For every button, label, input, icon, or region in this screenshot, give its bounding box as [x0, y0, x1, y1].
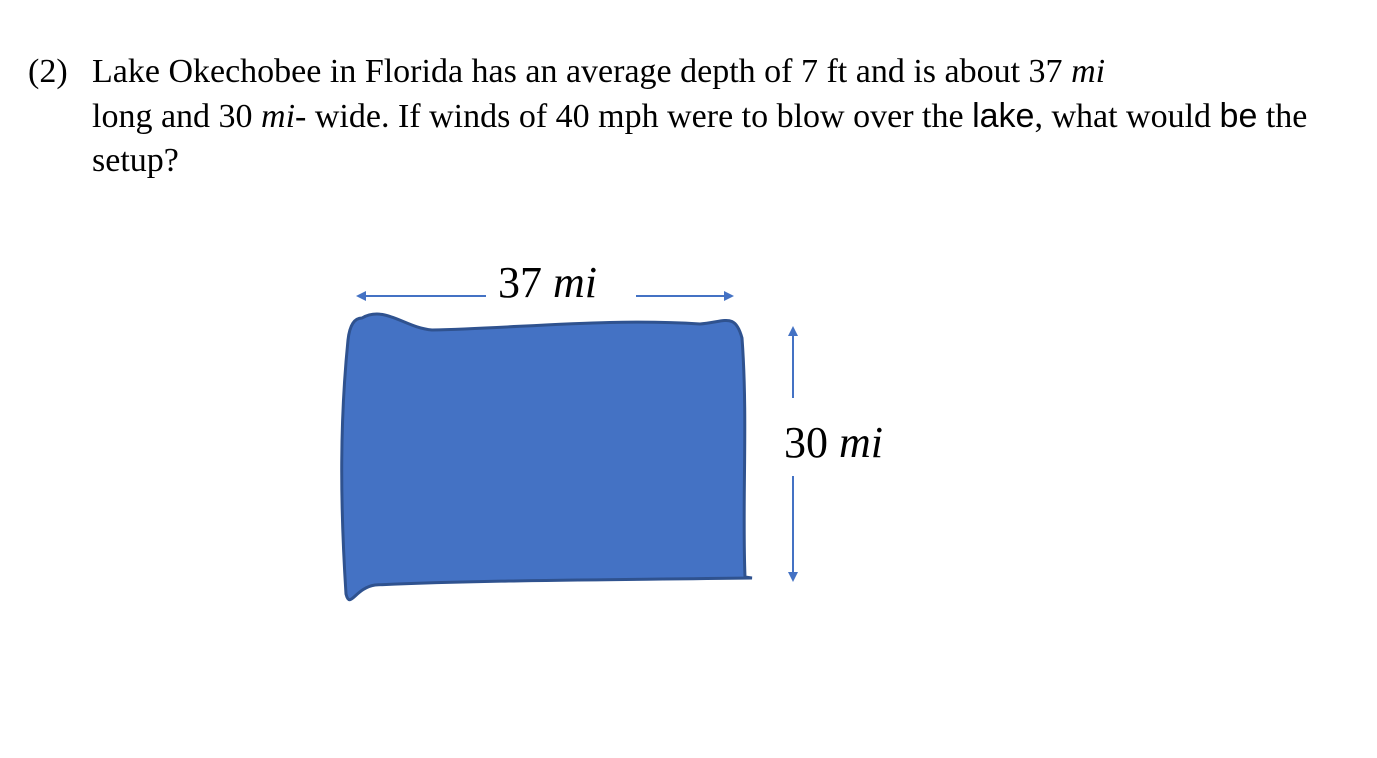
problem-text-part: - wide. If winds of 40 mph were to blow over the — [295, 98, 973, 135]
problem-text-part: lake — [972, 97, 1035, 135]
problem-number: (2) — [28, 53, 68, 90]
problem-text-part: Lake Okechobee in Florida has an average depth of 7 ft and is about 37 — [92, 53, 1072, 90]
problem-text-part: the setup? — [92, 98, 1308, 179]
lake-shape — [342, 314, 752, 600]
width-unit: mi — [553, 258, 597, 307]
height-value: 30 — [784, 418, 828, 467]
width-dimension-label — [498, 258, 597, 308]
problem-text-part: long and 30 — [92, 98, 262, 135]
width-value: 37 — [498, 258, 542, 307]
problem-text-part: be — [1219, 97, 1258, 135]
height-dimension-label — [782, 418, 885, 468]
height-unit: mi — [839, 418, 883, 467]
problem-text-part: , what would — [1034, 98, 1220, 135]
unit-mi: mi — [261, 98, 296, 135]
unit-mi: mi — [1071, 53, 1106, 90]
